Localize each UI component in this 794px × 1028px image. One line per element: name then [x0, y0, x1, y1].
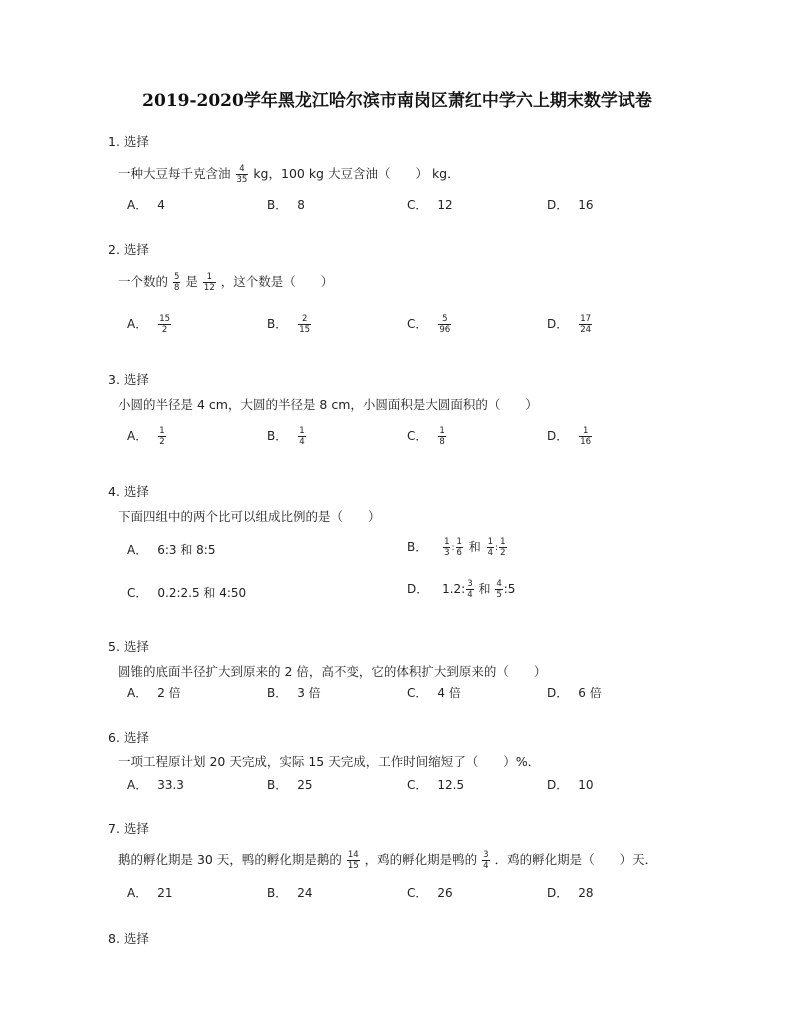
q6-option-a[interactable]: A． 33.3: [127, 778, 184, 792]
question-3-heading: 3. 选择: [108, 372, 149, 387]
question-6-stem: 一项工程原计划 20 天完成，实际 15 天完成，工作时间缩短了（ ）%．: [118, 754, 541, 769]
q5-option-b[interactable]: B． 3 倍: [267, 686, 321, 700]
q4-option-d[interactable]: D． 1.2: $\frac{3}{4}$ 和 $\frac{4}{5}$ :5: [407, 579, 516, 600]
question-4-heading: 4. 选择: [108, 484, 149, 499]
question-7-heading: 7. 选择: [108, 821, 149, 836]
ratio: $\frac{1}{3}$ : $\frac{1}{6}$: [444, 537, 462, 558]
question-3-stem: 小圆的半径是 4 cm，大圆的半径是 8 cm，小圆面积是大圆面积的（ ）: [118, 397, 538, 412]
q1-option-d[interactable]: D． 16: [547, 198, 594, 212]
question-1-heading: 1. 选择: [108, 134, 149, 149]
question-5-heading: 5. 选择: [108, 639, 149, 654]
q5-option-c[interactable]: C． 4 倍: [407, 686, 461, 700]
q7-option-a[interactable]: A． 21: [127, 886, 173, 900]
ratio: $\frac{1}{4}$ : $\frac{1}{2}$: [487, 537, 506, 558]
fraction: $\frac{14}{15}$: [347, 850, 359, 871]
question-4-stem: 下面四组中的两个比可以组成比例的是（ ）: [118, 509, 381, 524]
stem-text: 一种大豆每千克含油: [118, 166, 231, 181]
q7-option-d[interactable]: D． 28: [547, 886, 594, 900]
question-8-heading: 8. 选择: [108, 931, 149, 946]
question-2-stem: 一个数的 $\frac{5}{8}$ 是 $\frac{1}{12}$ ，这个数是（ ）: [118, 272, 334, 293]
stem-text: kg，100 kg 大豆含油（ ） kg．: [253, 166, 460, 181]
q4-option-c[interactable]: C． 0.2:2.5 和 4:50: [127, 586, 247, 600]
q2-option-d[interactable]: D． $\frac{17}{24}$: [547, 314, 592, 335]
q3-option-d[interactable]: D． $\frac{1}{16}$: [547, 426, 592, 447]
q1-option-a[interactable]: A． 4: [127, 198, 165, 212]
q3-option-a[interactable]: A． $\frac{1}{2}$: [127, 426, 165, 447]
q4-option-b[interactable]: B． $\frac{1}{3}$ : $\frac{1}{6}$ 和 $\frac{1}{4}$ : $\frac{1}{2}$: [407, 537, 506, 558]
q5-option-a[interactable]: A． 2 倍: [127, 686, 181, 700]
q1-option-b[interactable]: B． 8: [267, 198, 305, 212]
q6-option-c[interactable]: C． 12.5: [407, 778, 465, 792]
q2-option-b[interactable]: B． $\frac{2}{15}$: [267, 314, 311, 335]
question-5-stem: 圆锥的底面半径扩大到原来的 2 倍，高不变，它的体积扩大到原来的（ ）: [118, 664, 547, 679]
q2-option-c[interactable]: C． $\frac{5}{96}$: [407, 314, 451, 335]
q5-option-d[interactable]: D． 6 倍: [547, 686, 602, 700]
q4-option-a[interactable]: A． 6:3 和 8:5: [127, 543, 216, 557]
q3-option-b[interactable]: B． $\frac{1}{4}$: [267, 426, 305, 447]
q6-option-b[interactable]: B． 25: [267, 778, 313, 792]
question-7-stem: 鹅的孵化期是 30 天，鸭的孵化期是鹅的 $\frac{14}{15}$ ，鸡的孵化期是鸭的 $\frac{3}{4}$ ．鸡的孵化期是（ ）天．: [118, 850, 658, 871]
fraction: $\frac{1}{12}$: [203, 272, 215, 293]
question-6-heading: 6. 选择: [108, 730, 149, 745]
fraction: $\frac{4}{35}$: [236, 164, 248, 185]
q3-option-c[interactable]: C． $\frac{1}{8}$: [407, 426, 445, 447]
question-1-stem: [118, 164, 460, 185]
page-title: 2019-2020学年黑龙江哈尔滨市南岗区萧红中学六上期末数学试卷: [142, 91, 652, 111]
q7-option-b[interactable]: B． 24: [267, 886, 313, 900]
question-2-heading: 2. 选择: [108, 242, 149, 257]
q2-option-a[interactable]: A． $\frac{15}{2}$: [127, 314, 171, 335]
q6-option-d[interactable]: D． 10: [547, 778, 594, 792]
fraction: $\frac{5}{8}$: [174, 272, 180, 293]
q1-option-c[interactable]: C． 12: [407, 198, 453, 212]
fraction: $\frac{3}{4}$: [483, 850, 489, 871]
q7-option-c[interactable]: C． 26: [407, 886, 453, 900]
